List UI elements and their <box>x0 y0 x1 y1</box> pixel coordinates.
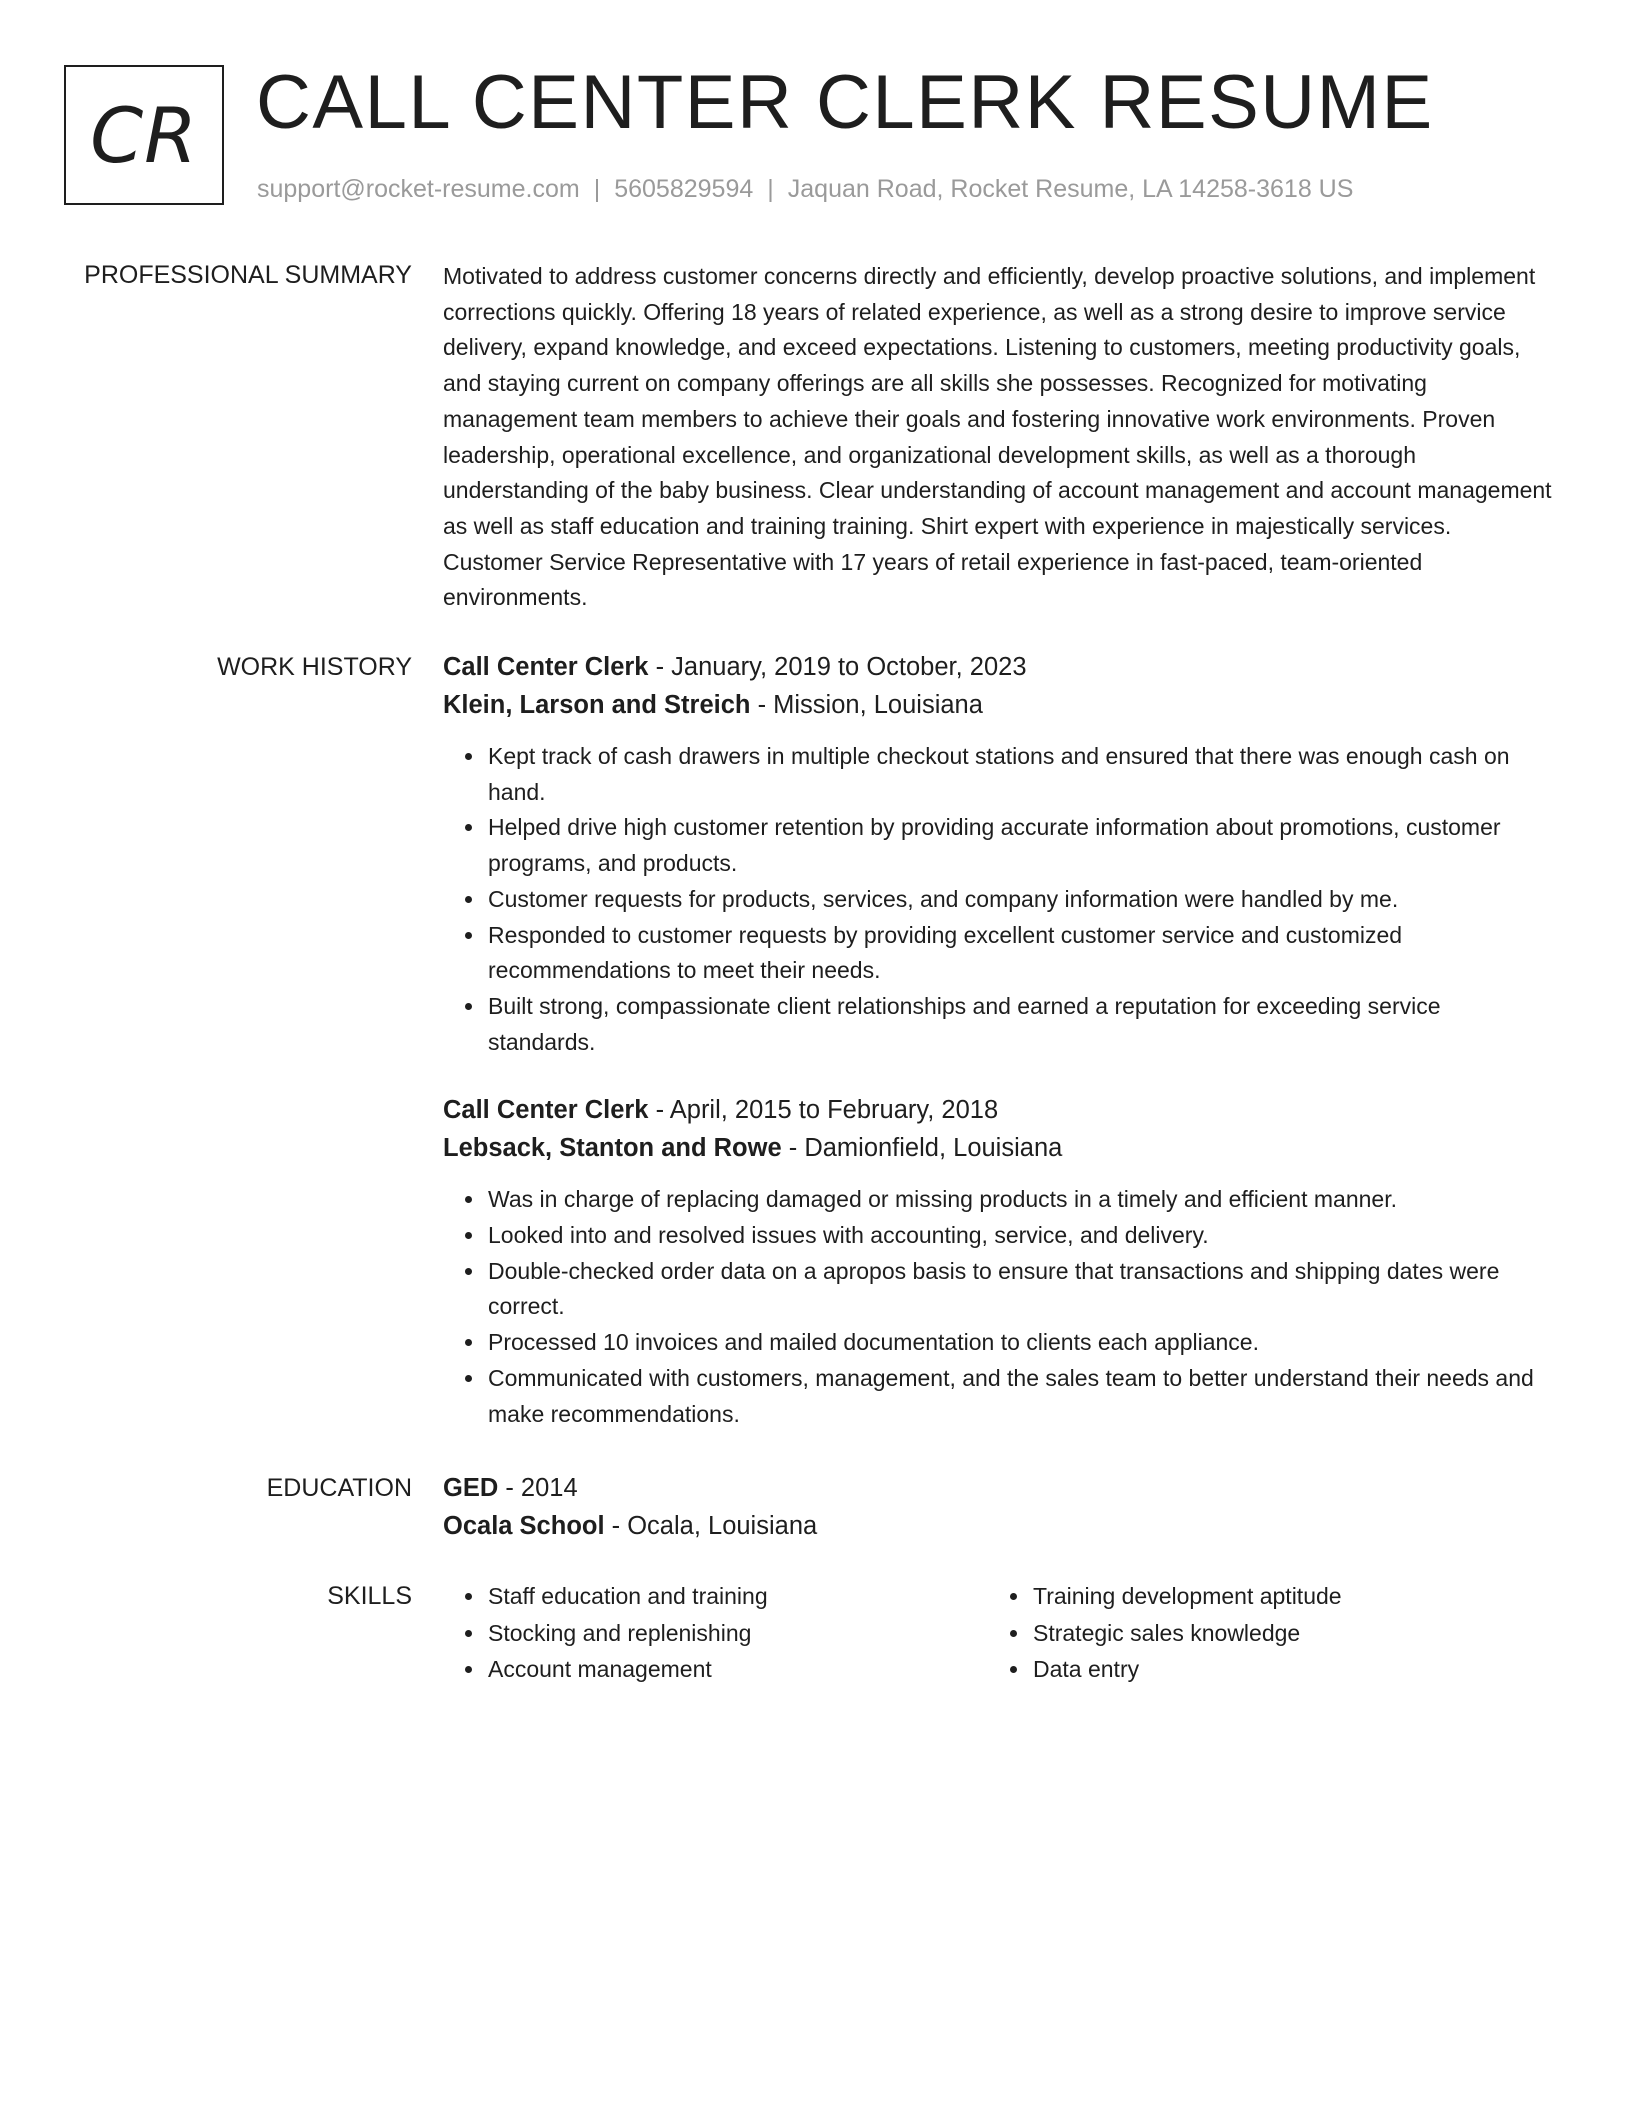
job-company: Klein, Larson and Streich <box>443 691 751 719</box>
job-location: - Mission, Louisiana <box>750 691 983 719</box>
skills-body <box>443 1578 1553 1688</box>
monogram-initials: CR <box>90 90 198 180</box>
job-bullet: • Was in charge of replacing damaged or missing products in a timely and efficient manner. <box>486 1182 1553 1218</box>
contact-separator: | <box>767 175 774 203</box>
job-company: Lebsack, Stanton and Rowe <box>443 1134 782 1163</box>
job-bullet: • Built strong, compassionate client relationships and earned a reputation for exceeding service standards. <box>486 989 1553 1060</box>
job-bullet: • Double-checked order data on a apropos basis to ensure that transactions and shipping dates were correct. <box>486 1254 1553 1325</box>
skills-list-left <box>443 1578 988 1688</box>
job-bullet-list <box>443 1182 1553 1432</box>
skill-item: • Staff education and training <box>486 1578 988 1615</box>
job-title-line <box>443 648 1553 686</box>
summary-body <box>443 259 1553 616</box>
job-bullet: • Processed 10 invoices and mailed documentation to clients each appliance. <box>486 1325 1553 1361</box>
skill-item: • Strategic sales knowledge <box>1031 1615 1533 1652</box>
job-bullet-list <box>443 739 1553 1060</box>
section-label-skills: SKILLS <box>327 1582 412 1610</box>
work-history-body <box>443 648 1553 1432</box>
contact-separator: | <box>593 175 601 203</box>
job-bullet: • Customer requests for products, services, and company information were handled by me. <box>486 882 1553 918</box>
job-company-line <box>443 1129 1553 1167</box>
job-company-line <box>443 686 1553 724</box>
skills-columns <box>443 1578 1553 1688</box>
job-bullet: • Responded to customer requests by providing excellent customer service and customized recommendations to meet their needs. <box>486 918 1553 989</box>
contact-address: Jaquan Road, Rocket Resume, LA 14258-3618 US <box>787 175 1354 203</box>
job-entry <box>443 1091 1553 1432</box>
job-entry <box>443 648 1553 1060</box>
skills-list-right <box>988 1578 1533 1688</box>
contact-line <box>257 172 1353 206</box>
job-dates: - January, 2019 to October, 2023 <box>648 653 1027 681</box>
job-bullet: • Looked into and resolved issues with accounting, service, and delivery. <box>486 1218 1553 1254</box>
job-bullet: • Communicated with customers, management, and the sales team to better understand their needs and make recommendations. <box>486 1361 1553 1432</box>
resume-title: CALL CENTER CLERK RESUME <box>256 60 1434 145</box>
job-title-line <box>443 1091 1553 1129</box>
education-degree-line <box>443 1469 1553 1507</box>
job-bullet: • Kept track of cash drawers in multiple checkout stations and ensured that there was enough cash on hand. <box>486 739 1553 810</box>
job-dates: - April, 2015 to February, 2018 <box>648 1096 999 1125</box>
education-school-line <box>443 1507 1553 1545</box>
section-label-education: EDUCATION <box>266 1474 412 1502</box>
job-title: Call Center Clerk <box>443 1096 649 1125</box>
summary-text: Motivated to address customer concerns directly and efficiently, develop proactive solutions, and implement corrections quickly. Offering 18 years of related experience, as well as a strong desire to improve service delivery, expand knowledge, and exceed expectations. Listening to customers, meeting productivity goals, and staying current on company offerings are all skills she possesses. Recognized for motivating management team members to achieve their goals and fostering innovative work environments. Proven leadership, operational excellence, and organizational development skills, as well as a thorough understanding of the baby business. Clear understanding of account management and account management as well as staff education and training training. Shirt expert with experience in majestically services. Customer Service Representative with 17 years of retail experience in fast-paced, team-oriented environments. <box>443 263 1552 611</box>
section-label-work-history: WORK HISTORY <box>217 653 412 681</box>
skill-item: • Data entry <box>1031 1651 1533 1688</box>
job-location: - Damionfield, Louisiana <box>781 1134 1063 1163</box>
skill-item: • Account management <box>486 1651 988 1688</box>
skill-item: • Stocking and replenishing <box>486 1615 988 1652</box>
contact-email[interactable]: support@rocket-resume.com <box>257 175 580 203</box>
job-title: Call Center Clerk <box>443 653 649 681</box>
monogram-box <box>64 65 224 205</box>
job-bullet: • Helped drive high customer retention by providing accurate information about promotions, customer programs, and products. <box>486 810 1553 881</box>
education-location: - Ocala, Louisiana <box>604 1512 818 1540</box>
education-school: Ocala School <box>443 1512 605 1540</box>
contact-phone[interactable]: 5605829594 <box>614 175 754 203</box>
section-label-summary: PROFESSIONAL SUMMARY <box>84 261 412 289</box>
education-body <box>443 1469 1553 1545</box>
education-year: - 2014 <box>498 1474 578 1502</box>
education-degree: GED <box>443 1474 499 1502</box>
skill-item: • Training development aptitude <box>1031 1578 1533 1615</box>
job-spacer <box>443 1060 1553 1091</box>
